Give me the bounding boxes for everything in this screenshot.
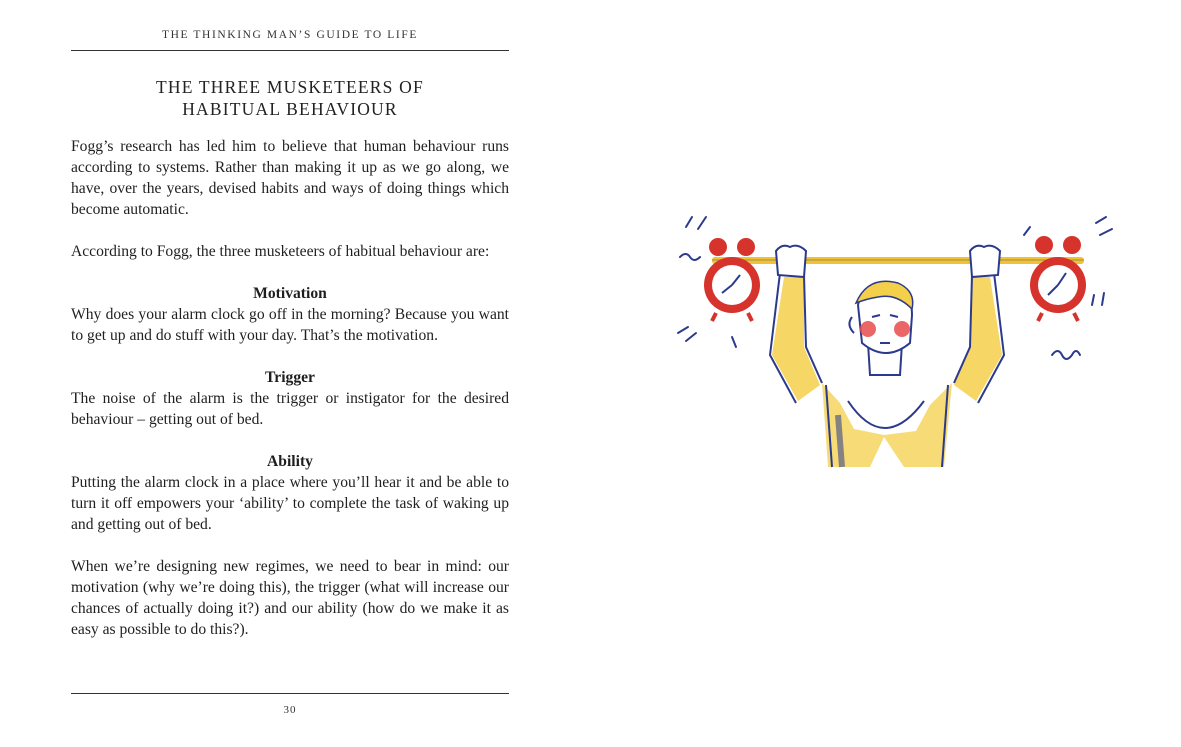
chapter-title-line-2: HABITUAL BEHAVIOUR	[182, 99, 398, 119]
barbell-icon	[712, 257, 1084, 264]
footer-rule	[71, 693, 509, 694]
subhead-trigger: Trigger	[265, 369, 315, 386]
header-rule	[71, 50, 509, 51]
alarm-clock-right-icon	[1030, 236, 1086, 321]
running-head: THE THINKING MAN’S GUIDE TO LIFE	[162, 29, 418, 41]
lead-in-paragraph: According to Fogg, the three musketeers of habitual behaviour are:	[71, 243, 490, 260]
weightlifter-alarm-clocks-illustration	[672, 205, 1124, 490]
alarm-clock-left-icon	[704, 238, 760, 321]
intro-paragraph: Fogg’s research has led him to believe that human behaviour runs according to systems. Rather than making it up as we go along, we have, over the years, devised habits and ways of doing things which become automatic.	[71, 138, 509, 218]
head-icon	[849, 281, 912, 375]
subhead-motivation: Motivation	[253, 285, 327, 302]
subhead-ability: Ability	[267, 453, 313, 470]
chapter-title	[71, 76, 509, 120]
chapter-title-line-1: THE THREE MUSKETEERS OF	[156, 77, 424, 97]
left-page	[71, 0, 509, 747]
body-text	[71, 136, 509, 640]
paragraph-ability: Putting the alarm clock in a place where you’ll hear it and be able to turn it off empowers your ‘ability’ to complete the task of waking up and getting out of bed.	[71, 474, 509, 533]
paragraph-trigger: The noise of the alarm is the trigger or instigator for the desired behaviour – getting out of bed.	[71, 390, 509, 428]
torso-icon	[822, 383, 952, 467]
closing-paragraph: When we’re designing new regimes, we need to bear in mind: our motivation (why we’re doing this), the trigger (what will increase our chances of actually doing it?) and our ability (how do we make it as easy as possible to do this?).	[71, 558, 509, 638]
page-number: 30	[283, 704, 297, 716]
paragraph-motivation: Why does your alarm clock go off in the morning? Because you want to get up and do stuff with your day. That’s the motivation.	[71, 306, 509, 344]
